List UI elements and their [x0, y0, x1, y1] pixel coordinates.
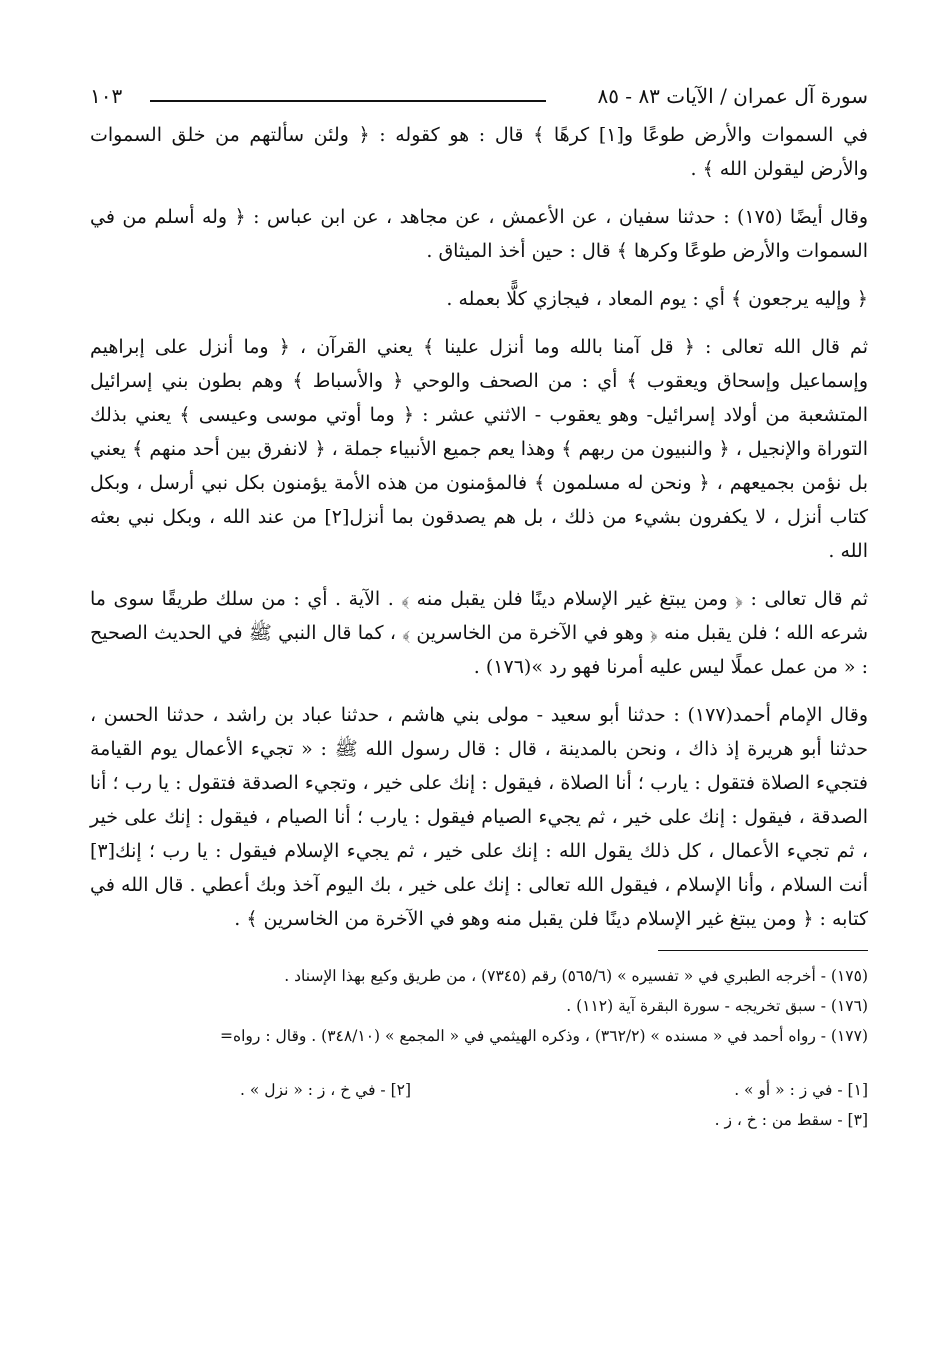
- footnote: (١٧٦) - سبق تخريجه - سورة البقرة آية (١١٢) .: [566, 997, 868, 1015]
- main-text: [90, 118, 868, 936]
- editor-note: [٣] - سقط من : خ ، ز .: [714, 1111, 868, 1129]
- editor-notes-row: [90, 1105, 868, 1135]
- paragraph: وقال الإمام أحمد(١٧٧) : حدثنا أبو سعيد - مولى بني هاشم ، حدثنا عباد بن راشد ، حدثنا الحسن ، حدثنا أبو هريرة إذ ذاك ، ونحن بالمدينة ، قال : قال رسول الله ﷺ : « تجيء الأعمال يوم القيامة فتجيء الصلاة فتقول : يارب ؛ أنا الصلاة ، فيقول : إنك على خير ، وتجيء الصدقة فتقول : يا رب ؛ أنا الصدقة ، فيقول : إنك على خير ، ثم يجيء الصيام فيقول : يارب ؛ أنا الصيام ، فيقول : إنك على خير ، ثم تجيء الأعمال ، كل ذلك يقول الله : إنك على خير ، ثم يجيء الإسلام فيقول : يا رب ؛ إنك[٣] أنت السلام ، وأنا الإسلام ، فيقول الله تعالى : إنك على خير ، بك اليوم آخذ وبك أعطي . قال الله في كتابه : ﴿ ومن يبتغ غير الإسلام دينًا فلن يقبل منه وهو في الآخرة من الخاسرين ﴾ .: [90, 704, 868, 930]
- paragraph: وقال أيضًا (١٧٥) : حدثنا سفيان ، عن الأعمش ، عن مجاهد ، عن ابن عباس : ﴿ وله أسلم من في السموات والأرض طوعًا وكرها ﴾ قال : حين أخذ الميثاق .: [90, 206, 868, 262]
- paragraph: ثم قال الله تعالى : ﴿ قل آمنا بالله وما أنزل علينا ﴾ يعني القرآن ، ﴿ وما أنزل على إبراهيم وإسماعيل وإسحاق ويعقوب ﴾ أي : من الصحف والوحي ﴿ والأسباط ﴾ وهم بطون بني إسرائيل المتشعبة من أولاد إسرائيل- وهو يعقوب - الاثني عشر : ﴿ وما أوتي موسى وعيسى ﴾ يعني بذلك التوراة والإنجيل ، ﴿ والنبيون من ربهم ﴾ وهذا يعم جميع الأنبياء جملة ، ﴿ لانفرق بين أحد منهم ﴾ يعني بل نؤمن بجميعهم ، ﴿ ونحن له مسلمون ﴾ فالمؤمنون من هذه الأمة يؤمنون بكل نبي أرسل ، وبكل كتاب أنزل ، لا يكفرون بشيء من ذلك ، بل هم يصدقون بما أنزل[٢] من عند الله ، وبكل نبي بعثه الله .: [90, 336, 868, 562]
- surah-title: سورة آل عمران / الآيات ٨٣ - ٨٥: [597, 84, 868, 108]
- footnote: (١٧٥) - أخرجه الطبري في « تفسيره » (٥٦٥/٦) رقم (٧٣٤٥) ، من طريق وكيع بهذا الإسناد .: [284, 967, 868, 985]
- book-page: [90, 78, 868, 1318]
- paragraph: ﴿ وإليه يرجعون ﴾ أي : يوم المعاد ، فيجازي كلًّا بعمله .: [446, 288, 868, 310]
- editor-note: [٢] - في خ ، ز : « نزل » .: [240, 1081, 412, 1099]
- paragraph: ثم قال تعالى : ﴿ ومن يبتغ غير الإسلام دينًا فلن يقبل منه ﴾ . الآية . أي : من سلك طريقًا سوى ما شرعه الله ؛ فلن يقبل منه ﴿ وهو في الآخرة من الخاسرين ﴾ ، كما قال النبي ﷺ في الحديث الصحيح : « من عمل عملًا ليس عليه أمرنا فهو رد »(١٧٦) .: [90, 588, 868, 678]
- editor-notes-row: [90, 1075, 868, 1105]
- editor-note: [١] - في ز : « أو » .: [734, 1081, 868, 1099]
- page-header: [90, 78, 868, 118]
- footnotes: [90, 961, 868, 1051]
- page-number: ١٠٣: [90, 84, 123, 108]
- paragraph: في السموات والأرض طوعًا و[١] كرهًا ﴾ قال : هو كقوله : ﴿ ولئن سألتهم من خلق السموات والأرض ليقولن الله ﴾ .: [90, 124, 868, 180]
- footnote: (١٧٧) - رواه أحمد في « مسنده » (٣٦٢/٢) ، وذكره الهيثمي في « المجمع » (٣٤٨/١٠) . وقال : رواه=: [220, 1027, 868, 1045]
- footnote-separator: [658, 950, 868, 951]
- editor-notes: [90, 1075, 868, 1135]
- header-rule: [150, 100, 546, 102]
